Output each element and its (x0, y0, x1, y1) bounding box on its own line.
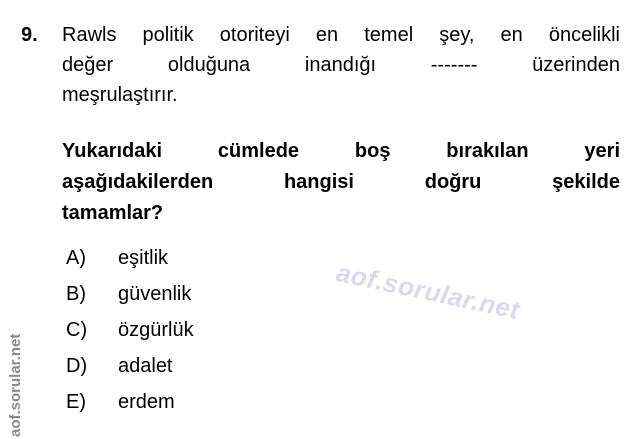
stem-line-3: meşrulaştırır. (62, 84, 178, 106)
option-c-letter: C) (66, 319, 88, 341)
option-c (66, 312, 486, 348)
option-a (66, 240, 486, 276)
prompt-line-2: aşağıdakilerden hangisi doğru şekilde (62, 171, 620, 193)
question-stem (62, 20, 620, 110)
option-a-letter: A) (66, 247, 86, 269)
option-a-text: eşitlik (118, 247, 169, 269)
option-d-text: adalet (118, 355, 173, 377)
question-prompt (62, 136, 620, 229)
option-d-letter: D) (66, 355, 88, 377)
option-b-text: güvenlik (118, 283, 192, 305)
question-number: 9. (21, 24, 38, 46)
option-e-letter: E) (66, 391, 86, 413)
prompt-line-3: tamamlar? (62, 202, 164, 224)
option-d (66, 348, 486, 384)
option-c-text: özgürlük (118, 319, 194, 341)
option-e-text: erdem (118, 391, 175, 413)
stem-line-1: Rawls politik otoriteyi en temel şey, en öncelikli (62, 24, 620, 46)
options-list (66, 240, 486, 420)
watermark-diagonal: aof.sorular.net (333, 257, 523, 326)
watermark-vertical: aof.sorular.net (7, 333, 24, 437)
option-b (66, 276, 486, 312)
option-e (66, 384, 486, 420)
option-b-letter: B) (66, 283, 86, 305)
stem-line-2: değer olduğuna inandığı ------- üzerinden (62, 54, 620, 76)
prompt-line-1: Yukarıdaki cümlede boş bırakılan yeri (62, 140, 620, 162)
